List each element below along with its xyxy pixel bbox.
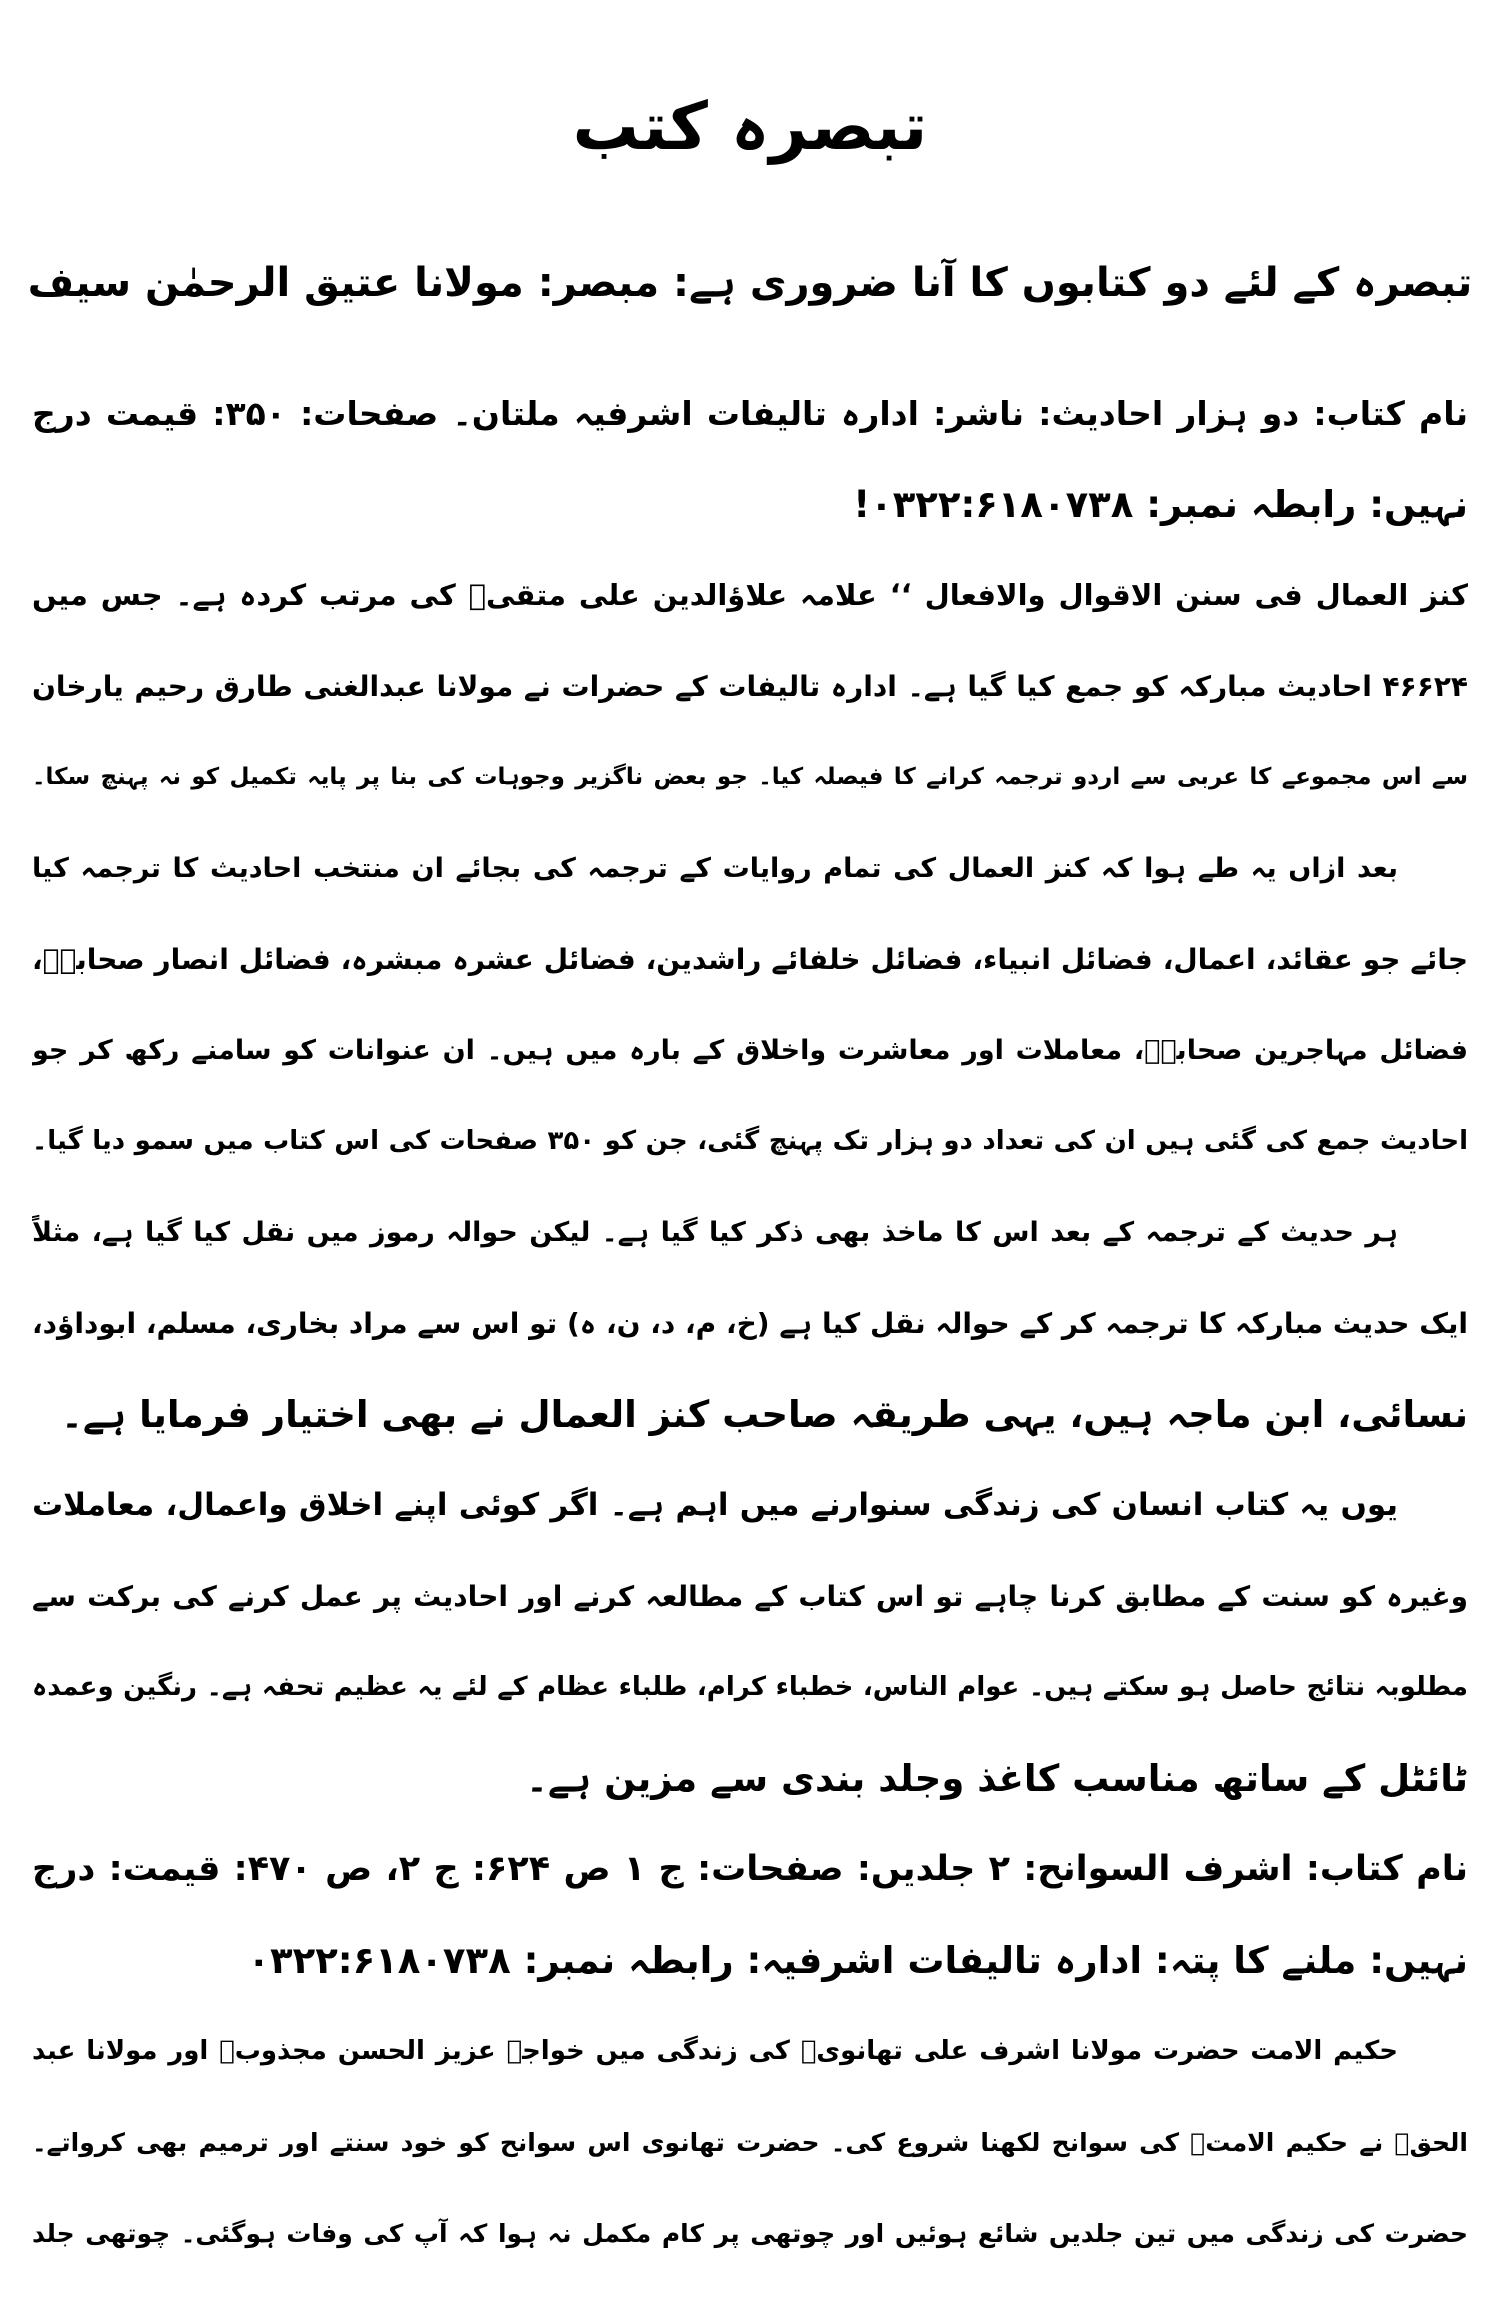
text-line: فضائل مہاجرین صحابہؓ، معاملات اور معاشرت واخلاق کے بارہ میں ہیں۔ ان عنوانات کو سامنے رکھ کر جو <box>32 1035 1468 1066</box>
text-line: کنز العمال فی سنن الاقوال والافعال ‘‘ علامہ علاؤالدین علی متقیؒ کی مرتب کردہ ہے۔ جس میں <box>32 578 1468 612</box>
text-line: سے اس مجموعے کا عربی سے اردو ترجمہ کرانے کا فیصلہ کیا۔ جو بعض ناگزیر وجوہات کی بنا پر پایہ تکمیل کو نہ پہنچ سکا۔ <box>32 764 1468 790</box>
book-1-details-line: نام کتاب: دو ہزار احادیث: ناشر: ادارہ تالیفات اشرفیہ ملتان۔ صفحات: ۳۵۰: قیمت درج <box>32 394 1468 433</box>
text-line: مطلوبہ نتائج حاصل ہو سکتے ہیں۔ عوام الناس، خطباء کرام، طلباء عظام کے لئے یہ عظیم تحفہ ہے۔ رنگین وعمدہ <box>32 1672 1468 1702</box>
text-line: ۴۶۶۲۴ احادیث مبارکہ کو جمع کیا گیا ہے۔ ادارہ تالیفات کے حضرات نے مولانا عبدالغنی طارق رحیم یارخان <box>32 670 1468 703</box>
text-line: احادیث جمع کی گئی ہیں ان کی تعداد دو ہزار تک پہنچ گئی، جن کو ۳۵۰ صفحات کی اس کتاب میں سمو دیا گیا۔ <box>32 1126 1468 1156</box>
text-line: یوں یہ کتاب انسان کی زندگی سنوارنے میں اہم ہے۔ اگر کوئی اپنے اخلاق واعمال، معاملات <box>32 1487 1398 1523</box>
text-line: حضرت کی زندگی میں تین جلدیں شائع ہوئیں اور چوتھی پر کام مکمل نہ ہوا کہ آپ کی وفات ہوگئی۔ چوتھی جلد <box>32 2219 1468 2248</box>
text-line: ایک حدیث مبارکہ کا ترجمہ کر کے حوالہ نقل کیا ہے (خ، م، د، ن، ہ) تو اس سے مراد بخاری، مسلم، ابوداؤد، <box>32 1307 1468 1340</box>
text-line: حکیم الامت حضرت مولانا اشرف علی تھانویؒ کی زندگی میں خواجہ عزیز الحسن مجذوبؒ اور مولانا عبد <box>32 2036 1398 2066</box>
text-line: بعد ازاں یہ طے ہوا کہ کنز العمال کی تمام روایات کے ترجمہ کی بجائے ان منتخب احادیث کا ترجمہ کیا <box>32 853 1399 884</box>
page-title: تبصرہ کتب <box>572 88 928 165</box>
text-line: ٹائٹل کے ساتھ مناسب کاغذ وجلد بندی سے مزین ہے۔ <box>526 1757 1468 1800</box>
book-2-details-line: نہیں: ملنے کا پتہ: ادارہ تالیفات اشرفیہ: رابطہ نمبر: ۰۳۲۲:۶۱۸۰۷۳۸ <box>247 1939 1468 1982</box>
text-line: جائے جو عقائد، اعمال، فضائل انبیاء، فضائل خلفائے راشدین، فضائل عشرہ مبشرہ، فضائل انصار صحابہؓ، <box>32 943 1468 976</box>
text-line: ہر حدیث کے ترجمہ کے بعد اس کا ماخذ بھی ذکر کیا گیا ہے۔ لیکن حوالہ رموز میں نقل کیا گیا ہے، مثلاً <box>32 1217 1398 1248</box>
book-2-details-line: نام کتاب: اشرف السوانح: ۲ جلدیں: صفحات: ج ۱ ص ۶۲۴: ج ۲، ص ۴۷۰: قیمت: درج <box>32 1849 1468 1889</box>
review-body <box>32 368 1468 2279</box>
text-line: نسائی، ابن ماجہ ہیں، یہی طریقہ صاحب کنز العمال نے بھی اختیار فرمایا ہے۔ <box>61 1393 1468 1436</box>
page-subtitle: تبصرہ کے لئے دو کتابوں کا آنا ضروری ہے: مبصر: مولانا عتیق الرحمٰن سیف <box>27 260 1473 306</box>
text-line: وغیرہ کو سنت کے مطابق کرنا چاہے تو اس کتاب کے مطالعہ کرنے اور احادیث پر عمل کرنے کی برکت سے <box>32 1580 1468 1613</box>
book-1-details-line: نہیں: رابطہ نمبر: ۰۳۲۲:۶۱۸۰۷۳۸! <box>853 483 1468 526</box>
text-line: الحقؒ نے حکیم الامتؒ کی سوانح لکھنا شروع کی۔ حضرت تھانوی اس سوانح کو خود سنتے اور ترمیم بھی کرواتے۔ <box>32 2128 1468 2157</box>
